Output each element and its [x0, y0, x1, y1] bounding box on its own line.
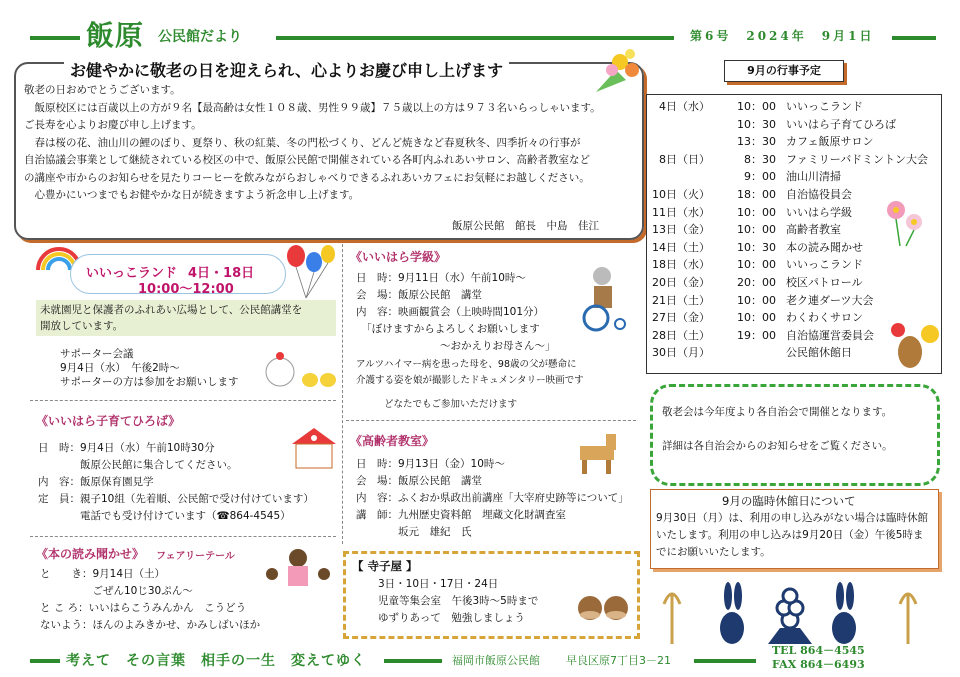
note-line: 敬老会は今年度より各自治会で開催となります。: [662, 406, 893, 418]
yomikikase-row: と こ ろ：いいはらこうみんかん こうどう: [40, 602, 247, 614]
schedule-date: 18日（水）: [652, 258, 710, 272]
iikko-title: いいっこランド: [86, 266, 178, 281]
terakoya-row: 3日・10日・17日・24日: [378, 578, 499, 590]
section-divider-left: [30, 400, 336, 401]
yomikikase-row: ないよう：ほんのよみきかせ、かみしばいほか: [40, 619, 261, 631]
footer-address-street: 早良区原7丁目3－21: [566, 654, 671, 667]
greeting-line: 飯原校区には百歳以上の方が９名【最高齢は女性１０８歳、男性９９歳】７５歳以上の方は９７３名いらっしゃいます。: [24, 101, 601, 114]
footer-address: 福岡市飯原公民館: [452, 654, 540, 667]
schedule-heading: 9月の行事予定: [724, 60, 844, 82]
footer-rule-mid: [384, 659, 442, 663]
tsukimi-rabbits-icon: [650, 574, 940, 648]
iikko-desc-line: 未就園児と保護者のふれあい広場として、公民館講堂を: [40, 304, 303, 316]
bouquet-icon: [586, 40, 646, 100]
yomikikase-group: フェアリーテール: [156, 551, 235, 562]
schedule-date: 20日（金）: [652, 276, 710, 289]
schedule-time: 10：00: [737, 100, 776, 113]
cosmos-flower-icon: [878, 192, 930, 248]
schedule-event: 老ク連ダーツ大会: [786, 293, 874, 307]
schedule-event: カフェ飯原サロン: [786, 135, 874, 149]
schedule-date: 4日（水）: [659, 100, 710, 113]
koreisha-title: 《高齢者教室》: [350, 434, 435, 448]
supporter-line: サポーターの方は参加をお願いします: [60, 376, 239, 388]
kosodate-row: 内 容：飯原保育園見学: [38, 476, 154, 488]
yomikikase-row: と き：9月14日（土）: [40, 568, 166, 580]
greeting-line: 自治協議会事業として継続されている校区の中で、飯原公民館で開催されている各町内ふれあいサロン、高齢者教室など: [24, 154, 590, 166]
greeting-line: 心豊かにいつまでもお健やかな日が続きますよう祈念申し上げます。: [24, 189, 360, 201]
gakkyu-title: 《いいはら学級》: [350, 250, 447, 264]
schedule-event: いいっこランド: [786, 258, 863, 272]
iikko-dates: 4日・18日: [188, 266, 255, 281]
column-divider: [342, 244, 343, 544]
section-divider-mid: [346, 420, 636, 421]
koreisha-row: 会 場：飯原公民館 講堂: [356, 475, 482, 487]
schedule-time: 9：00: [744, 170, 776, 184]
schedule-event: 自治協役員会: [786, 188, 852, 201]
schedule-date: 14日（土）: [652, 240, 710, 254]
closure-line: いたします。利用の申し込みは9月20日（金）午後5時ま: [656, 529, 924, 541]
schedule-time: 13：30: [737, 135, 776, 149]
schedule-event: 本の読み聞かせ: [786, 240, 863, 254]
schedule-event: わくわくサロン: [786, 311, 863, 325]
schedule-event: 公民館休館日: [786, 346, 852, 360]
schedule-date: 30日（月）: [652, 346, 710, 360]
koreisha-row: 内 容：ふくおか県政出前講座「大宰府史跡等について」: [356, 492, 629, 504]
horse-icon: [566, 428, 626, 478]
issue-date: 第6号 2024年 9月1日: [690, 29, 875, 43]
schedule-time: 10：00: [737, 258, 776, 272]
schedule-date: 27日（金）: [652, 311, 710, 325]
koreisha-row: 坂元 雄紀 氏: [356, 526, 472, 538]
schedule-event: いいはら子育てひろば: [786, 117, 896, 131]
section-divider-left2: [30, 536, 336, 537]
schedule-date: 21日（土）: [652, 293, 710, 307]
schedule-event: いいはら学級: [786, 205, 852, 219]
closure-line: でにお願いいたします。: [656, 546, 771, 558]
schedule-date: 11日（水）: [652, 205, 710, 219]
schedule-time: 10：30: [737, 240, 776, 254]
greeting-line: ご長寿を心よりお慶び申し上げます。: [24, 119, 202, 131]
schedule-time: 10：00: [737, 311, 776, 325]
yomikikase-row: ごぜん10じ30ぷん～: [40, 585, 193, 597]
schedule-time: 8：30: [744, 152, 776, 166]
yomikikase-title: 《本の読み聞かせ》: [36, 547, 145, 561]
closure-line: 9月30日（月）は、利用の申し込みがない場合は臨時休館: [656, 512, 929, 524]
reading-children-icon: [258, 546, 338, 590]
kosodate-row: 飯原公民館に集合してください。: [38, 459, 238, 471]
greeting-line: の講座や市からのお知らせを見たりコーヒーを飲みながらおしゃべりできるふれあいカフェにお気軽にお越しください。: [24, 171, 590, 184]
keirokai-note-box: [650, 384, 940, 486]
footer-tel: TEL 864－4545: [772, 644, 865, 657]
gakkyu-row: 会 場：飯原公民館 講堂: [356, 289, 482, 301]
music-animals-icon: [884, 318, 942, 372]
iikko-time: 10:00～12:00: [138, 282, 234, 297]
greeting-line: 敬老の日おめでとうございます。: [24, 84, 181, 96]
schedule-time: 18：00: [737, 188, 776, 201]
koreisha-row: 日 時：9月13日（金）10時～: [356, 458, 505, 470]
supporter-line: サポーター会議: [60, 348, 134, 360]
greeting-body: [24, 82, 634, 205]
schedule-date: 13日（金）: [652, 223, 710, 237]
terakoya-title: 【 寺子屋 】: [352, 559, 418, 573]
gakkyu-row: 「ぼけますからよろしくお願いします: [356, 323, 540, 335]
iikko-desc-line: 開放しています。: [40, 320, 124, 332]
chestnut-icon: [574, 588, 632, 624]
schedule-time: 10：00: [737, 223, 776, 237]
supporter-line: 9月4日（水） 午後2時～: [60, 362, 180, 374]
schedule-time: 20：00: [737, 276, 776, 289]
footer-rule-right: [694, 659, 756, 663]
greeting-title: お健やかに敬老の日を迎えられ、心よりお慶び申し上げます: [64, 58, 509, 81]
schedule-date: 8日（日）: [659, 152, 710, 166]
wheelchair-icon: [572, 264, 634, 332]
greeting-line: 春は桜の花、油山川の鯉のぼり、夏祭り、秋の紅葉、冬の門松づくり、どんど焼きなど春夏秋冬、四季折々の行事が: [24, 136, 581, 149]
schedule-event: ファミリーバドミントン大会: [786, 152, 929, 166]
terakoya-row: ゆずりあって 勉強しましょう: [378, 612, 525, 624]
balloons-icon: [282, 240, 338, 300]
schedule-event: 高齢者教室: [786, 223, 841, 237]
kosodate-row: 電話でも受け付けています（☎864-4545）: [38, 510, 291, 522]
schedule-event: 自治協運営委員会: [786, 328, 874, 342]
newsletter-title: 飯原: [86, 19, 145, 52]
header-rule-left: [30, 36, 80, 40]
schedule-event: いいっこランド: [786, 100, 863, 113]
terakoya-row: 児童等集会室 午後3時～5時まで: [378, 595, 539, 607]
schedule-event: 油山川清掃: [786, 170, 841, 184]
schedule-time: 10：30: [737, 117, 776, 131]
schedule-time: 19：00: [737, 328, 776, 342]
schedule-date: 10日（火）: [652, 188, 710, 201]
schedule-time: 10：00: [737, 293, 776, 307]
header-rule-end: [892, 36, 936, 40]
note-line: 詳細は各自治会からのお知らせをご覧ください。: [662, 440, 893, 452]
schedule-event: 校区パトロール: [786, 276, 863, 289]
greeting-signature: 飯原公民館 館長 中島 佳江: [452, 220, 599, 232]
chicken-icon: [260, 346, 340, 392]
gakkyu-row: ～おかえりお母さん～」: [356, 340, 556, 352]
school-icon: [288, 424, 340, 472]
closure-title: 9月の臨時休館日について: [722, 494, 856, 508]
kosodate-title: 《いいはら子育てひろば》: [36, 414, 181, 428]
footer-rule-left: [30, 659, 60, 663]
footer-slogan: 考えて その言葉 相手の一生 変えてゆく: [66, 653, 366, 669]
schedule-date: 28日（土）: [652, 328, 710, 342]
gakkyu-row: 日 時：9月11日（水）午前10時～: [356, 272, 526, 284]
gakkyu-invite: どなたでもご参加いただけます: [384, 399, 518, 410]
kosodate-row: 日 時：9月4日（水）午前10時30分: [38, 442, 215, 454]
gakkyu-desc: アルツハイマー病を患った母を、98歳の父が懸命に: [356, 359, 577, 370]
schedule-time: 10：00: [737, 205, 776, 219]
footer-fax: FAX 864－6493: [772, 658, 865, 671]
newsletter-subtitle: 公民館だより: [158, 29, 242, 45]
koreisha-row: 講 師：九州歴史資料館 埋蔵文化財調査室: [356, 509, 566, 521]
kosodate-row: 定 員：親子10組（先着順、公民館で受け付けています）: [38, 493, 314, 505]
gakkyu-row: 内 容：映画観賞会（上映時間101分）: [356, 306, 545, 318]
gakkyu-desc: 介護する姿を娘が撮影したドキュメンタリー映画です: [356, 375, 584, 386]
